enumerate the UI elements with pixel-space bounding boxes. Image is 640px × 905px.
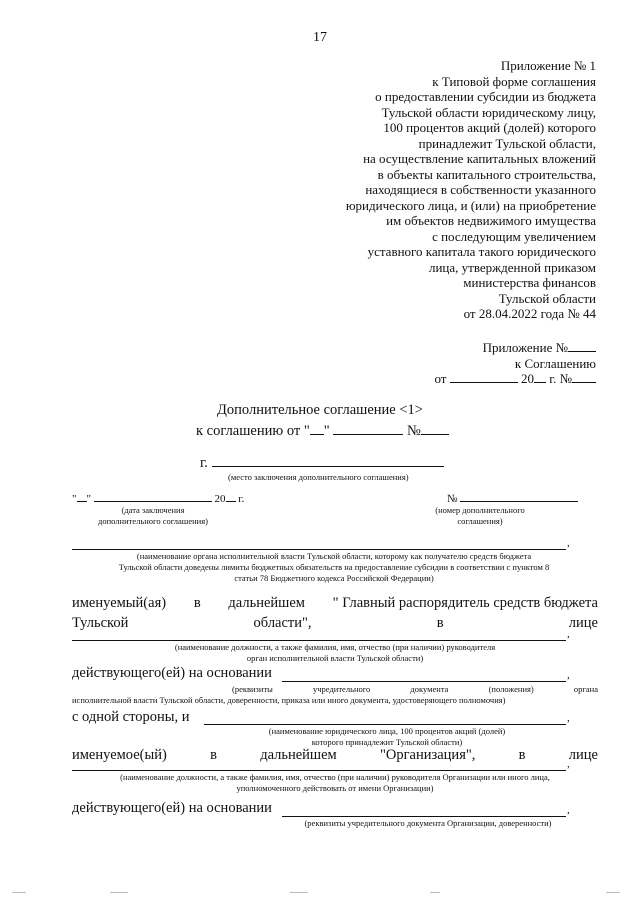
number-caption: (номер дополнительного соглашения) [435, 505, 525, 526]
approval-line: министерства финансов [463, 275, 596, 290]
named-org-word: именуемое(ый) [72, 747, 167, 763]
acting-basis-caption-word: документа [410, 684, 449, 694]
place-line [200, 455, 444, 472]
acting-basis-2-line [282, 816, 566, 817]
named-chief-word: дальнейшем [228, 595, 305, 611]
appendix-ref-year: 20 [520, 371, 534, 386]
named-chief-line1 [72, 595, 598, 612]
acting-basis-1-line [282, 681, 566, 682]
approval-line: Тульской области юридическому лицу, [381, 104, 596, 120]
approval-line: с последующим увеличением [432, 228, 596, 244]
acting-basis-2-comma: , [567, 804, 570, 816]
approval-line: от 28.04.2022 года № 44 [463, 306, 596, 321]
gov-body-caption: (наименование органа исполнительной власти Тульской области, которому как получателю средств бюджета Тульской области доведены лимиты бюджетных обязательств на предоставление субсидии в соответствии с пунктом 8 статьи 78 Бюджетного кодекса Российской Федерации) [118, 551, 550, 583]
acting-basis-1-comma: , [567, 669, 570, 681]
gov-body-comma: , [567, 537, 570, 549]
named-org-comma: , [567, 758, 570, 770]
number-line [447, 493, 578, 505]
approval-line: на осуществление капитальных вложений [363, 151, 596, 166]
approval-line: уставного капитала такого юридического [367, 244, 596, 259]
approval-line: им объектов недвижимого имущества [386, 213, 596, 228]
named-org-line [72, 747, 598, 764]
named-chief-word: лице [568, 615, 598, 631]
named-org-caption: (наименование должности, а также фамилия, имя, отчество (при наличии) руководителя Организации или иного лица, уполномоченного действовать от имени Организации) [120, 772, 550, 793]
named-chief-word: области", [253, 615, 312, 631]
title-quote-open: к соглашению от " [196, 423, 310, 439]
one-side-caption: (наименование юридического лица, 100 процентов акций (долей) которого принадлежит Тульской области) [268, 726, 506, 747]
named-chief-line2 [72, 615, 598, 632]
acting-basis-1-caption [232, 684, 598, 695]
date-year: 20 [214, 493, 226, 505]
approval-block [300, 58, 596, 322]
named-org-underline [72, 770, 566, 771]
approval-line: находящиеся в собственности указанного [365, 182, 596, 197]
appendix-ref [380, 340, 596, 387]
approval-line: лица, утвержденной приказом [428, 259, 596, 275]
agreement-title-line2 [196, 423, 449, 440]
named-chief-word: Тульской [72, 615, 129, 631]
acting-basis-caption-word: органа [573, 684, 598, 694]
agreement-title [140, 402, 500, 419]
scan-artifact [290, 892, 308, 893]
named-org-word: дальнейшем [260, 747, 337, 763]
date-line [72, 493, 244, 505]
one-side: с одной стороны, и [72, 709, 190, 725]
acting-basis-1: действующего(ей) на основании [72, 665, 272, 681]
named-chief-word: именуемый(ая) [72, 595, 167, 611]
scan-artifact [110, 892, 128, 893]
named-chief-word: " Главный распорядитель средств бюджета [332, 595, 598, 611]
place-caption: (место заключения дополнительного соглашения) [228, 472, 409, 482]
acting-basis-caption-word: учредительного [313, 684, 371, 694]
appendix-ref-line2: к Соглашению [514, 355, 596, 371]
approval-line: о предоставлении субсидии из бюджета [375, 89, 596, 104]
named-org-word: в [518, 747, 526, 763]
acting-basis-2: действующего(ей) на основании [72, 800, 272, 816]
number-sign: № [447, 493, 458, 505]
agreement-title-line1: Дополнительное соглашение <1> [217, 402, 423, 418]
named-chief-line [72, 640, 566, 641]
acting-basis-1-caption-2: исполнительной власти Тульской области, доверенности, приказа или иного документа, удостоверяющего полномочия) [72, 695, 506, 705]
approval-line: юридического лица, и (или) на приобретение [345, 197, 596, 213]
named-chief-word: в [436, 615, 444, 631]
acting-basis-2-caption: (реквизиты учредительного документа Организации, доверенности) [304, 818, 552, 828]
gov-body-line [72, 549, 566, 550]
page-number: 17 [313, 30, 327, 45]
approval-line: к Типовой форме соглашения [432, 73, 596, 89]
one-side-line [204, 724, 566, 725]
named-org-word: "Организация", [379, 747, 476, 763]
scan-artifact [606, 892, 620, 893]
approval-line: 100 процентов акций (долей) которого [383, 120, 596, 135]
approval-line: в объекты капитального строительства, [377, 166, 596, 182]
place-prefix: г. [200, 455, 208, 471]
appendix-ref-line1: Приложение № [482, 340, 568, 355]
appendix-ref-from: от [434, 371, 447, 386]
appendix-ref-number: г. № [549, 371, 572, 386]
approval-line: принадлежит Тульской области, [418, 135, 596, 151]
date-quote-open: " [72, 493, 77, 505]
named-chief-word: в [193, 595, 201, 611]
approval-line: Тульской области [498, 290, 596, 306]
date-quote-close: " [86, 493, 91, 505]
approval-line: Приложение № 1 [500, 58, 596, 73]
named-org-word: лице [568, 747, 598, 763]
acting-basis-caption-word: (реквизиты [232, 684, 273, 694]
title-quote-close: " [323, 423, 330, 439]
scan-artifact [430, 892, 440, 893]
acting-basis-caption-word: (положения) [488, 684, 534, 694]
one-side-comma: , [567, 712, 570, 724]
date-caption: (дата заключения дополнительного соглашения) [98, 505, 208, 526]
title-number-sign: № [406, 423, 421, 439]
named-chief-comma: , [567, 628, 570, 640]
named-org-word: в [210, 747, 217, 763]
named-chief-caption: (наименование должности, а также фамилия, имя, отчество (при наличии) руководителя орган исполнительной власти Тульской области) [174, 642, 496, 663]
date-g: г. [238, 493, 245, 505]
scan-artifact [12, 892, 26, 893]
